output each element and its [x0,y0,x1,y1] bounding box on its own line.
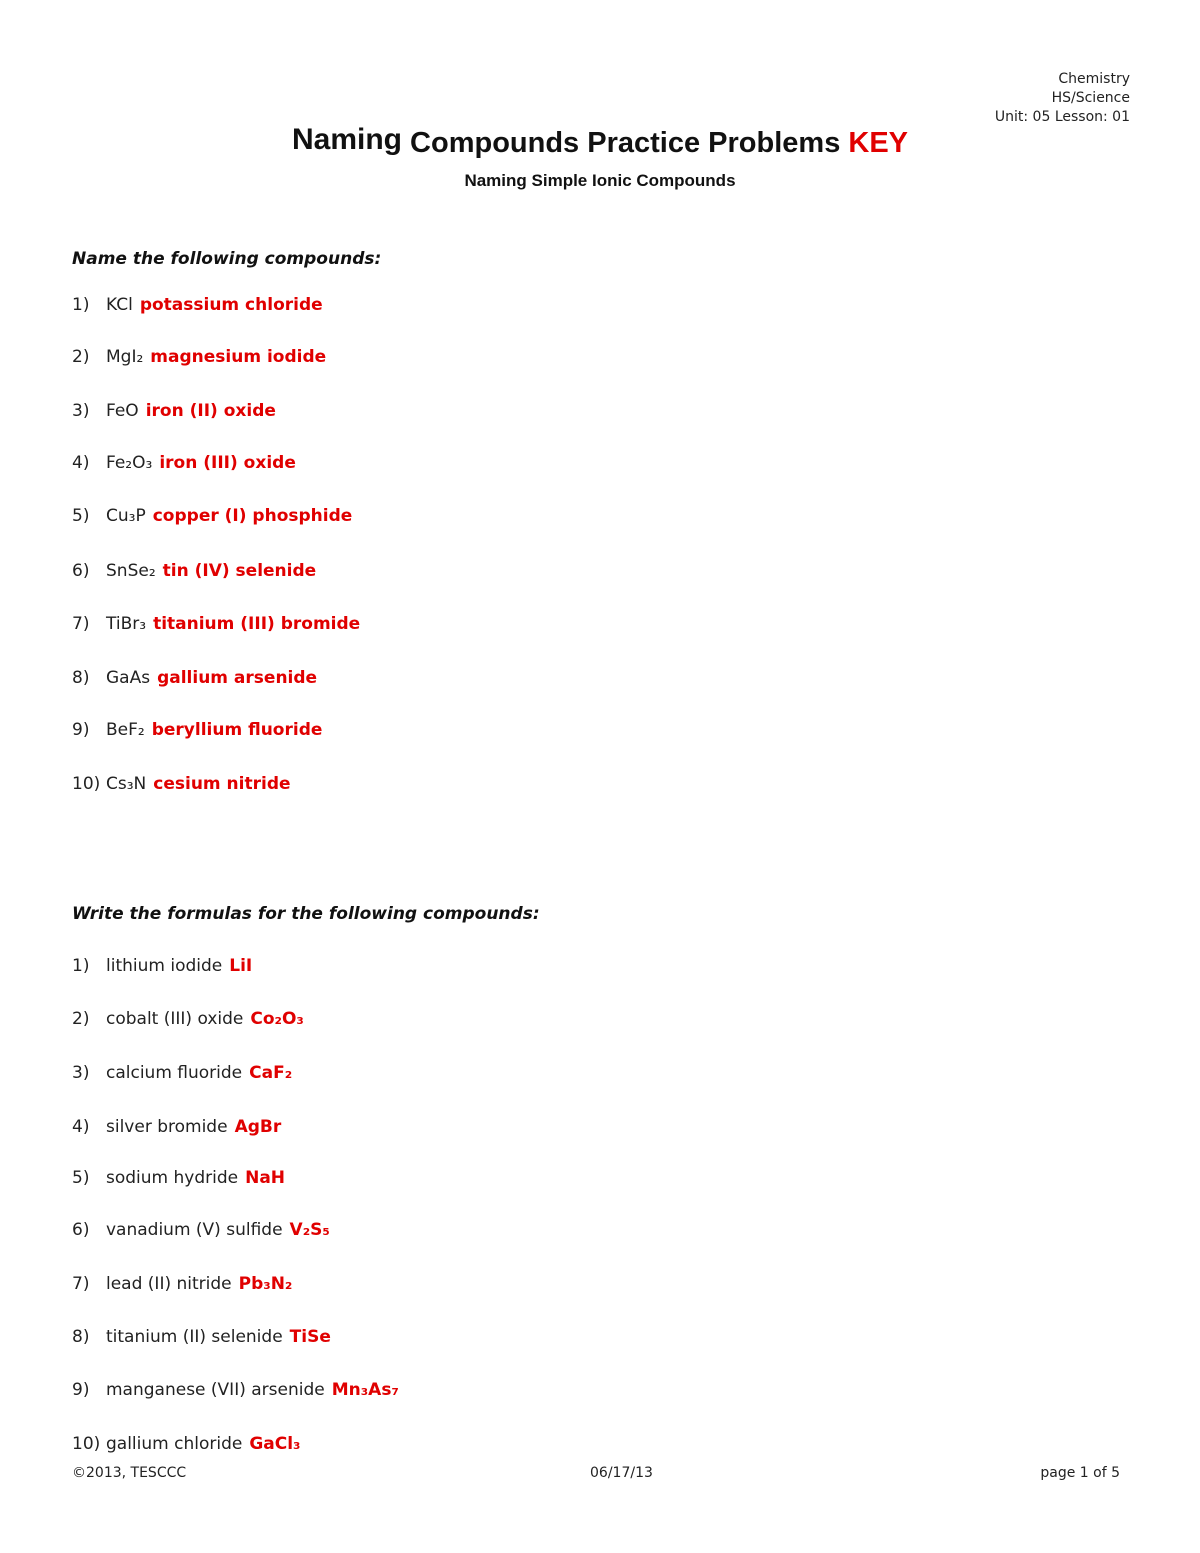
item-answer: CaF₂ [249,1063,293,1083]
item-answer: Mn₃As₇ [331,1380,399,1400]
section-2-heading: Write the formulas for the following compounds: [72,904,540,924]
item-number: 10) [72,774,101,794]
item-number: 7) [72,1274,90,1294]
item-answer: TiSe [289,1327,331,1347]
item-question: Fe₂O₃ [106,453,153,473]
list-item [72,292,323,318]
item-answer: titanium (III) bromide [153,614,361,634]
list-item [72,953,252,979]
footer-page-number: page 1 of 5 [1040,1465,1120,1481]
list-item [72,1114,281,1140]
title-part-1: Naming [291,123,402,156]
unit-lesson-label: Unit: 05 Lesson: 01 [994,109,1130,125]
item-number: 8) [72,668,90,688]
list-item [72,450,296,476]
item-answer: potassium chloride [139,295,323,315]
item-number: 6) [72,1220,90,1240]
item-number: 10) [72,1434,101,1454]
list-item [72,503,352,529]
item-number: 9) [72,1380,90,1400]
list-item [72,1271,292,1297]
department-label: HS/Science [1051,90,1130,106]
item-number: 7) [72,614,90,634]
item-number: 5) [72,1168,90,1188]
list-item [72,771,291,797]
list-item [72,1324,331,1350]
list-item [72,1217,330,1243]
item-answer: AgBr [234,1117,282,1137]
item-number: 1) [72,295,90,315]
item-number: 8) [72,1327,90,1347]
footer-date: 06/17/13 [590,1465,653,1481]
item-question: Cs₃N [106,774,147,794]
item-question: Cu₃P [106,506,146,526]
section-1-heading: Name the following compounds: [72,249,382,269]
list-item [72,344,326,370]
item-number: 2) [72,1009,90,1029]
item-question: GaAs [106,668,151,688]
list-item [72,1431,301,1457]
item-question: sodium hydride [106,1168,239,1188]
item-answer: NaH [245,1168,286,1188]
item-question: manganese (VII) arsenide [106,1380,325,1400]
item-answer: Co₂O₃ [250,1009,304,1029]
item-number: 3) [72,1063,90,1083]
item-answer: copper (I) phosphide [152,506,353,526]
item-answer: LiI [229,956,253,976]
item-question: KCl [106,295,133,315]
item-question: gallium chloride [106,1434,243,1454]
item-question: lithium iodide [106,956,223,976]
item-answer: cesium nitride [153,774,291,794]
item-question: BeF₂ [106,720,145,740]
item-question: silver bromide [106,1117,228,1137]
item-answer: tin (IV) selenide [162,561,317,581]
document-header-info [995,70,1130,127]
item-number: 2) [72,347,90,367]
list-item [72,1377,399,1403]
list-item [72,1165,285,1191]
list-item [72,1060,292,1086]
subject-label: Chemistry [1058,71,1130,87]
item-number: 3) [72,401,90,421]
item-question: titanium (II) selenide [106,1327,283,1347]
footer-copyright: ©2013, TESCCC [72,1465,187,1481]
list-item [72,611,360,637]
list-item [72,1006,304,1032]
item-question: TiBr₃ [106,614,147,634]
item-number: 1) [72,956,90,976]
list-item [72,398,276,424]
page-subtitle: Naming Simple Ionic Compounds [464,171,736,190]
item-question: vanadium (V) sulfide [106,1220,283,1240]
item-number: 9) [72,720,90,740]
list-item [72,558,316,584]
list-item [72,665,317,691]
item-question: FeO [106,401,139,421]
title-key-label: KEY [848,127,909,159]
item-question: SnSe₂ [106,561,156,581]
title-part-2: Compounds Practice Problems [410,127,841,159]
item-number: 4) [72,453,90,473]
page-title [0,123,1200,160]
item-answer: iron (II) oxide [145,401,276,421]
item-question: MgI₂ [106,347,144,367]
item-answer: Pb₃N₂ [238,1274,293,1294]
item-number: 4) [72,1117,90,1137]
list-item [72,717,322,743]
item-answer: iron (III) oxide [159,453,296,473]
item-question: cobalt (III) oxide [106,1009,244,1029]
item-question: calcium fluoride [106,1063,243,1083]
item-answer: beryllium fluoride [151,720,323,740]
item-answer: V₂S₅ [289,1220,330,1240]
item-number: 6) [72,561,90,581]
item-number: 5) [72,506,90,526]
item-question: lead (II) nitride [106,1274,232,1294]
item-answer: GaCl₃ [249,1434,301,1454]
item-answer: gallium arsenide [157,668,318,688]
item-answer: magnesium iodide [150,347,327,367]
